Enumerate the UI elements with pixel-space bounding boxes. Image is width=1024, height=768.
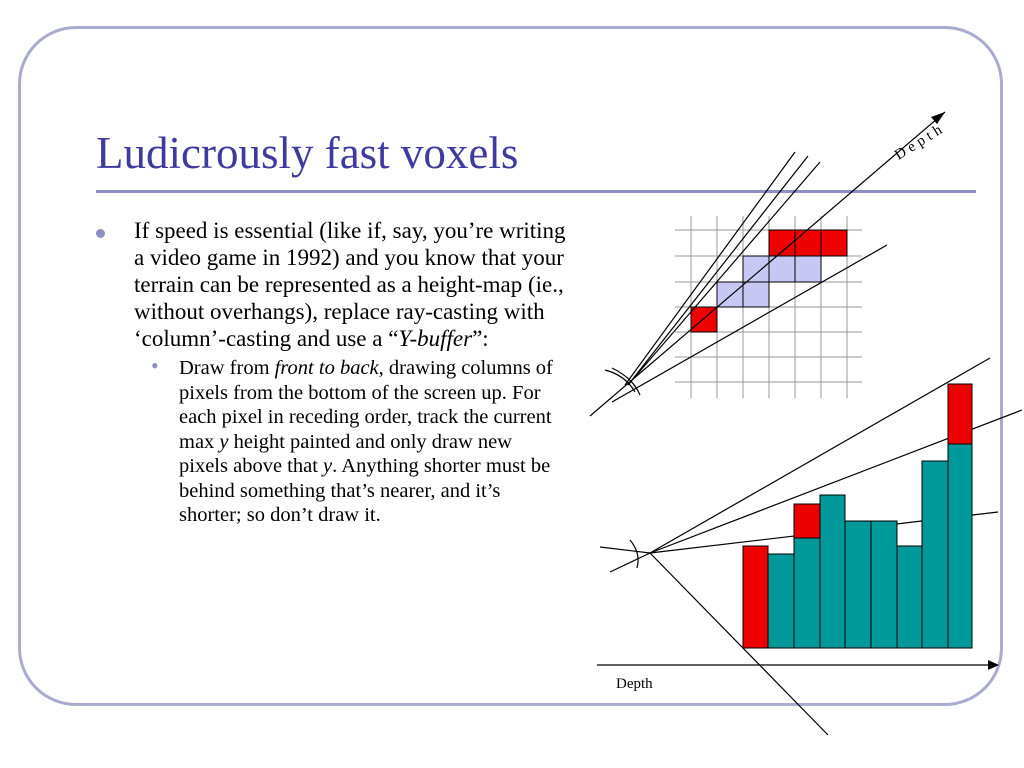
bullet-text-1: If speed is essential (like if, say, you’re writing a video game in 1992) and you know that your terrain can be represented as a height-map (ie., without overhangs), replace ray-casting with ‘column’-casting and use a “ (134, 218, 566, 351)
red-column (948, 384, 972, 444)
depth-axis-label-diagonal: Depth (892, 119, 949, 164)
sub-bullet-emphasis-1: front to back (274, 357, 379, 379)
teal-columns (768, 444, 972, 648)
view-rays (590, 112, 945, 416)
red-column (794, 504, 820, 538)
slide-title: Ludicrously fast voxels (96, 128, 519, 178)
teal-column (897, 546, 922, 648)
depth-axis-label-bottom: Depth (616, 676, 653, 692)
teal-column (794, 538, 820, 648)
bullet-text-2: ”: (472, 326, 489, 351)
sub-bullet-text-2: , drawing columns of pixels from the bottom of the screen up. For each pixel in receding order, track the current max (179, 357, 553, 453)
sub-bullet-emphasis-3: y (323, 455, 333, 477)
teal-column (922, 461, 948, 648)
red-column (743, 546, 768, 648)
visible-cell (821, 230, 847, 256)
bullet-emphasis: Y-buffer (398, 326, 473, 351)
sub-bullet-emphasis-2: y (219, 430, 229, 453)
bottom-column-diagram (597, 358, 1022, 735)
teal-column (768, 554, 794, 648)
hidden-cell (743, 282, 769, 307)
depth-axis-arrow (590, 112, 945, 416)
teal-column (871, 521, 897, 648)
teal-column (948, 444, 972, 648)
visible-cell (795, 230, 821, 256)
hidden-cell (795, 256, 821, 282)
sub-bullet-text-3: height painted and only draw new pixels above that (179, 430, 513, 477)
teal-column (820, 495, 845, 648)
bottom-depth-arrow-head (988, 660, 999, 670)
sub-bullet-text-1: Draw from (179, 357, 275, 379)
hidden-cell (743, 256, 769, 282)
eye-icon (600, 540, 650, 572)
sub-bullet-dot-icon: • (151, 353, 159, 378)
teal-column (845, 521, 871, 648)
top-grid-diagram (590, 112, 945, 416)
sub-bullet-text-4: . Anything shorter must be behind something that’s nearer, and it’s shorter; so don’t draw it. (179, 455, 551, 526)
